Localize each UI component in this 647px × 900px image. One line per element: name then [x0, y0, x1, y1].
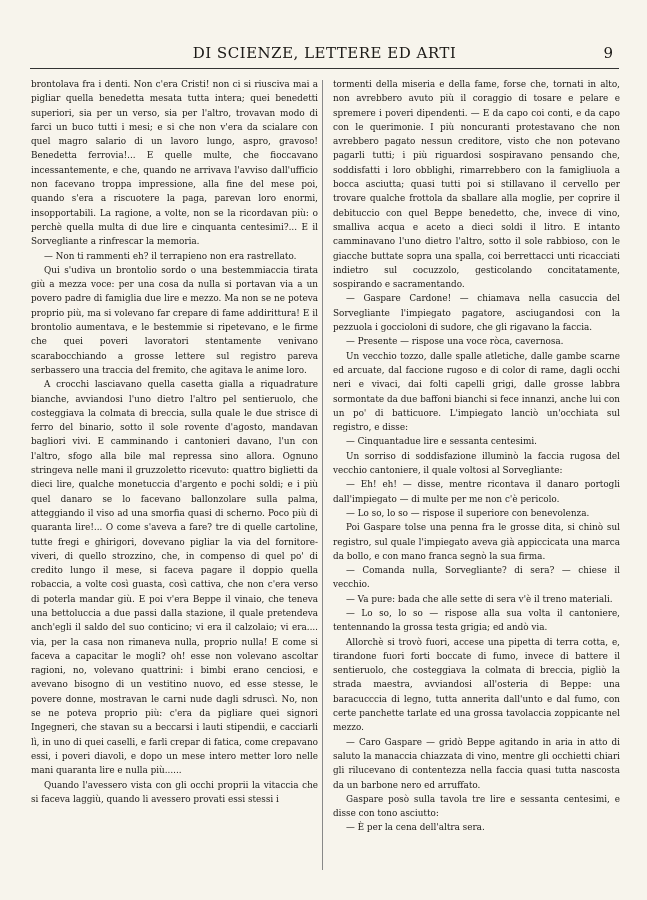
paragraph: — Eh! eh! — disse, mentre ricontava il danaro portogli dall'impiegato — di multe per me non c'è pericolo. — [333, 480, 620, 505]
paragraph: Quando l'avessero vista con gli occhi proprii la vitaccia che si faceva laggiù, quando li avessero provati essi stessi i — [31, 780, 318, 805]
paragraph: — Comanda nulla, Sorvegliante? di sera? — chiese il vecchio. — [333, 566, 620, 591]
paragraph: — Non ti rammenti eh? il terrapieno non era rastrellato. — [44, 251, 297, 262]
paragraph: Gaspare posò sulla tavola tre lire e sessanta centesimi, e disse con tono asciutto: — [333, 794, 620, 820]
page-number: 9 — [603, 44, 613, 62]
running-title: DI SCIENZE, LETTERE ED ARTI — [192, 44, 457, 62]
paragraph: — Gaspare Cardone! — chiamava nella casuccia del Sorvegliante l'impiegato pagatore, asciugandosi con la pezzuola i goccioloni di sudore, che gli rigavano la faccia. — [333, 294, 620, 334]
left-column — [31, 78, 318, 807]
paragraph: tormenti della miseria e della fame, forse che, tornati in alto, non avrebbero avuto più il coraggio di tosare e pelare e spremere i poveri dipendenti. — E da capo coi conti, e da capo con le querimonie. I più noncuranti protestavano che non avrebbero pagato nessun creditore, visto che non potevano pagarli tutti; i più riguardosi sospiravano pensando che, soddisfatti i loro obblighi, rimarrebbero con la famigliuola a bocca asciutta; quasi tutti poi si stillavano il cervello per trovare qualche frottola da sballare alla moglie, per coprire il debituccio con quel Beppe benedetto, che, invece di vino, smalliva acqua e aceto a dieci soldi il litro. E intanto camminavano l'uno dietro l'altro, sotto il sole rabbioso, con le giacche buttate sopra una spalla, coi berrettacci unti ricacciati indietro sul cocuzzolo, gesticolando concitatamente, sospirando e sacramentando. — [333, 80, 620, 291]
paragraph: Un vecchio tozzo, dalle spalle atletiche, dalle gambe scarne ed arcuate, dal faccione rugoso e di color di rame, dagli occhi neri e vivaci, dai folti capelli grigi, dalle grosse labbra sormontate da due baffoni bianchi si fece innanzi, anche lui con un po' di batticuore. L'impiegato lanciò un'occhiata sul registro, e disse: — [333, 351, 620, 434]
paragraph: — Caro Gaspare — gridò Beppe agitando in aria in atto di saluto la manaccia chiazzata di vino, mentre gli occhietti chiari gli rilucevano di contentezza nella faccia quasi tutta nascosta da un barbone nero ed arruffato. — [333, 737, 620, 791]
paragraph: — Cinquantadue lire e sessanta centesimi. — [346, 437, 537, 448]
paragraph: — Presente — rispose una voce ròca, cavernosa. — [346, 337, 564, 348]
paragraph: Qui s'udiva un brontolio sordo o una bestemmiaccia tirata giù a mezza voce: per una cosa da nulla si portavan via a un povero padre di famiglia due lire e mezzo. Ma non se ne poteva proprio più, ma si volevano far crepare di fame addirittura! E il brontolio aumentava, e le bestemmie si ripetevano, e le firme che quei poveri lavoratori stentamente venivano scarabocchiando a grosse lettere sul registro pareva serbassero una traccia del fremito, che agitava le anime loro. — [31, 265, 318, 376]
paragraph: — Va pure: bada che alle sette di sera v'è il treno materiali. — [346, 594, 613, 605]
column-divider — [322, 80, 323, 870]
paragraph: — Lo so, lo so — rispose il superiore con benevolenza. — [346, 508, 590, 519]
page-header — [30, 44, 619, 69]
paragraph: Allorchè si trovò fuori, accese una pipetta di terra cotta, e, tirandone fuori forti boccate di fumo, invece di battere il sentieruolo, che costeggiava la colmata di breccia, pigliò la strada maestra, avviandosi all'osteria di Beppe: una baracucccia di legno, tutta annerita dall'unto e dal fumo, con certe panchette tarlate ed una grossa tavolaccia zoppicante nel mezzo. — [333, 637, 620, 734]
right-column — [333, 78, 620, 836]
paragraph: Poi Gaspare tolse una penna fra le grosse dita, si chinò sul registro, sul quale l'impiegato aveva già appiccicata una marca da bollo, e con mano franca segnò la sua firma. — [333, 523, 620, 562]
paragraph: A crocchi lasciavano quella casetta gialla a riquadrature bianche, avviandosi l'uno dietro l'altro pel sentieruolo, che costeggiava la colmata di breccia, sulla quale le due strisce di ferro del binario, sotto il sole rovente d'agosto, mandavan bagliori vivi. E camminando i cantonieri davano, l'un con l'altro, sfogo alla bile mal repressa sino allora. Ognuno stringeva nelle mani il gruzzoletto ricevuto: quattro biglietti da dieci lire, qualche monetuccia d'argento e pochi soldi; e i più quel danaro se lo facevano ballonzolare sulla palma, atteggiando il viso ad una smorfia quasi di scherno. Poco più di quaranta lire!... O come s'aveva a fare? tre di quelle cartoline, tutte fregi e ghirigori, dovevano pigliar la via del fornitore-viveri, di quello strozzino, che, in compenso di quel po' di credito lungo il mese, si faceva pagare il doppio quella robaccia, a volte così guasta, così cattiva, che non c'era verso di poterla mandar giù. E poi v'era Beppe il vinaio, che teneva una bettoluccia a due passi dalla stazione, il quale pretendeva anch'egli il saldo del suo conticino; vi era il calzolaio; vi era.... via, per la casa non rimaneva nulla, proprio nulla! E come si faceva a capacitar le mogli? oh! esse non volevano ascoltar ragioni, no, volevano quattrini: i bimbi erano cenciosi, e avevano bisogno di un vestitino nuovo, ed esse stesse, le povere donne, mostravan le carni nude dagli sdruscì. No, non se ne poteva proprio più: c'era da pigliare quei signori Ingegneri, che stavan su a beccarsi i lauti stipendii, e cacciarli lì, in uno di quei caselli, e farli crepar di fatica, come crepavano essi, i poveri diavoli, e dopo un mese intero metter loro nelle mani quaranta lire e nulla più...... — [31, 380, 318, 777]
paragraph: Un sorriso di soddisfazione illuminò la faccia rugosa del vecchio cantoniere, il quale voltosi al Sorvegliante: — [333, 451, 620, 477]
paragraph: — Lo so, lo so — rispose alla sua volta il cantoniere, tentennando la grossa testa grigia; ed andò via. — [333, 608, 620, 634]
paragraph: — È per la cena dell'altra sera. — [346, 823, 485, 834]
paragraph: brontolava fra i denti. Non c'era Cristi! non ci si riusciva mai a pigliar quella benedetta mesata tutta intera; quei benedetti superiori, sia per un verso, sia per l'altro, trovavan modo di farci un buco tutti i mesi; e si che non v'era da scialare con quel magro salario di un lavoro lungo, aspro, gravoso! Benedetta ferrovia!... E quelle multe, che fioccavano incessantemente, e che, quando ne arrivava l'avviso dall'ufficio non facevano troppa impressione, alla fine del mese poi, quando s'era a riscuotere la paga, parevan loro enormi, insopportabili. La ragione, a volte, non se la ricordavan più: o perchè quella multa di due lire e cinquanta centesimi?... E il Sorvegliante a rinfrescar la memoria. — [31, 80, 318, 248]
